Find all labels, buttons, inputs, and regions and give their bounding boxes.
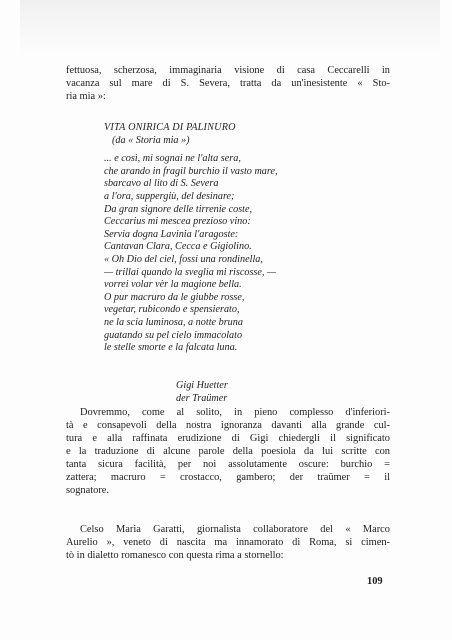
poem-subtitle: (da « Storia mia ») [112,134,190,146]
commentary-paragraph [66,406,390,497]
poem-verse: che arando in fragil burchio il vasto mare, [104,165,278,177]
commentary-line: zattera; macruro = crostacco, gambero; der traümer = il [66,472,390,483]
garatti-paragraph [66,523,390,562]
poem-verse: vorrei volar vèr la magione bella. [104,279,242,291]
poem-verse: ne la scia luminosa, a notte bruna [104,316,243,328]
commentary-line: sognatore. [66,485,109,496]
intro-line: fettuosa, scherzosa, immaginaria visione di casa Ceccarelli in [66,65,390,76]
commentary-line: tà e consapevoli della nostra ignoranza davanti alla grande cul- [66,420,390,431]
intro-line: ria mia »: [66,91,106,102]
commentary-line: tura e alla raffinata erudizione di Gigi chiedergli il significato [66,433,390,444]
poem-verse: sbarcavo al lito di S. Severa [104,178,219,190]
poem-verse: le stelle smorte e la falcata luna. [104,342,238,354]
poem-verse: Ceccarius mi mescea prezioso vino: [104,216,251,228]
poem-verse: Cantavan Clara, Cecca e Gigiolino. [104,241,252,253]
garatti-line: tò in dialetto romanesco con questa rima a stornello: [66,550,284,561]
poem-verse: « Oh Dio del ciel, fossi una rondinella, [104,253,263,265]
poem-title: VITA ONIRICA DI PALINURO [104,122,236,133]
garatti-line: Celso Maria Garatti, giornalista collaboratore del « Marco [80,524,390,535]
commentary-line: Dovremmo, come al solito, in pieno complesso d'inferiori- [80,407,390,418]
poem-verse: Da gran signore delle tirrenie coste, [104,203,253,215]
page-top-shadow [20,0,440,55]
poem-signature [176,379,228,405]
poem-verse: — trillai quando la sveglia mi riscosse, — [104,266,277,278]
poem-verse: Servia dogna Lavinia l'aragoste: [104,228,239,240]
intro-line: vacanza sul mare di S. Severa, tratta da un'inesistente « Sto- [66,78,390,89]
signature-epithet: der Traümer [176,393,228,404]
commentary-line: e la traduzione di alcune parole della poesiola da lui scritte con [66,446,390,457]
poem [104,122,364,355]
intro-paragraph [66,64,390,103]
garatti-line: Aurelio », veneto di nascita ma innamorato di Roma, si cimen- [66,537,390,548]
page-number: 109 [367,576,383,587]
poem-verse: vegetar, rubicondo e spensierato, [104,304,240,316]
poem-verse: ... e così, mi sognai ne l'alta sera, [104,153,241,165]
commentary-line: tanta sicura facilità, per noi assolutamente oscure: burchio = [66,459,390,470]
poem-verse: O pur macruro da le giubbe rosse, [104,291,245,303]
poem-verse: guatando su pel cielo immacolato [104,329,243,341]
signature-name: Gigi Huetter [176,380,228,391]
poem-verse: a l'ora, suppergiù, del desinare; [104,190,235,202]
